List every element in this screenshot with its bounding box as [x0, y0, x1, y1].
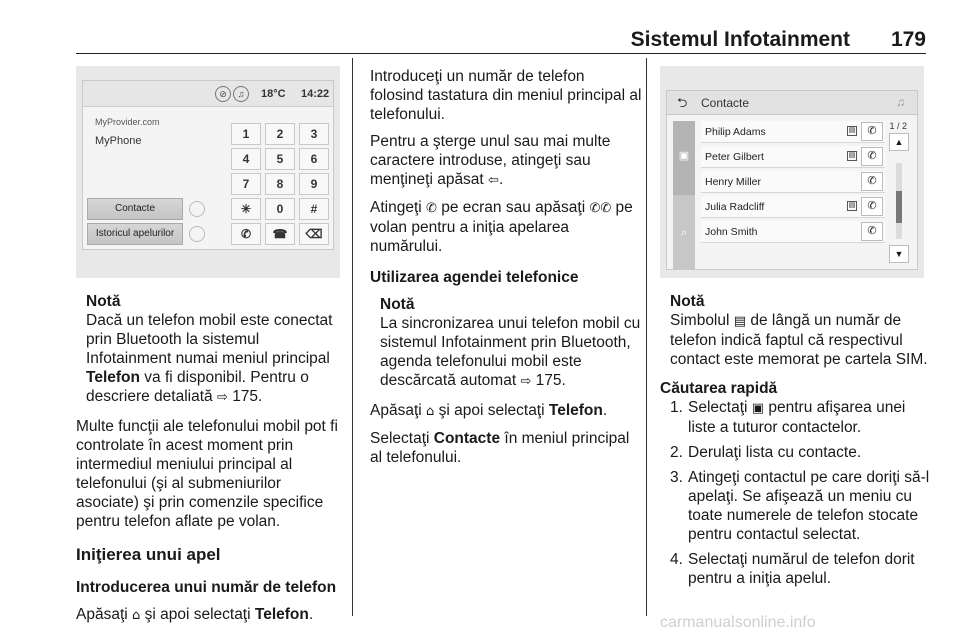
phone-name: MyPhone: [95, 135, 142, 147]
step-text: Derulaţi lista cu contacte.: [688, 444, 862, 461]
text-part: Selectaţi: [370, 430, 434, 447]
contacts-screen: [666, 90, 918, 270]
contact-list-icon[interactable]: ▣: [673, 121, 695, 195]
provider-label: MyProvider.com: [95, 117, 160, 127]
call-history-button[interactable]: Istoricul apelurilor: [87, 223, 183, 245]
text-part: .: [308, 606, 314, 623]
note-title: Notă: [86, 293, 121, 310]
page-ref-icon: ⇨: [520, 374, 532, 389]
text-part: şi apoi selectaţi: [140, 606, 255, 623]
call-icon[interactable]: ✆: [231, 223, 261, 245]
paragraph: [76, 605, 348, 625]
contact-row[interactable]: [701, 146, 885, 168]
contact-row[interactable]: [701, 196, 885, 218]
call-icon[interactable]: ✆: [861, 172, 883, 191]
note-title: Notă: [380, 296, 415, 313]
list-item: 4. Selectaţi numărul de telefon dorit pentru a iniţia apelul.: [670, 550, 930, 588]
contact-row[interactable]: [701, 221, 885, 243]
text-part: pe volan pentru a iniţia apelarea numărului.: [370, 199, 633, 255]
audio-source-icon: ♫: [233, 86, 249, 102]
text-part: Pentru a şterge unul sau mai multe caractere introduse, atingeţi sau menţineţi apăsat: [370, 133, 611, 188]
paragraph: [370, 429, 642, 467]
keypad-key[interactable]: 9: [299, 173, 329, 195]
phone-keypad-screenshot: [76, 66, 340, 278]
paragraph: [370, 132, 642, 190]
text-part: .: [498, 171, 504, 188]
note-text: [86, 311, 348, 407]
contacts-header: [667, 91, 917, 115]
text-part: şi apoi selectaţi: [434, 402, 549, 419]
column-1: [76, 292, 348, 633]
sim-icon: ▤: [848, 202, 856, 209]
contacts-screenshot: [660, 66, 924, 278]
text-part: Atingeţi: [370, 199, 427, 216]
call-icon[interactable]: ✆: [861, 222, 883, 241]
note-text-part: de lângă un număr de telefon indică faptul că respectivul contact este memorat pe cartela SIM.: [670, 312, 928, 368]
keypad-key[interactable]: 4: [231, 148, 261, 170]
text-part: .: [602, 402, 608, 419]
list-item: 3. Atingeţi contactul pe care doriţi să-l apelaţi. Se afişează un meniu cu toate numerele de telefon stocate pentru contactul selectat.: [670, 469, 930, 543]
keypad-key[interactable]: 0: [265, 198, 295, 220]
bold-term: Telefon: [254, 606, 309, 623]
mute-icon[interactable]: [189, 201, 205, 217]
page-number: 179: [890, 28, 926, 51]
text-part: Apăsaţi: [76, 606, 133, 623]
subsection-heading: Căutarea rapidă: [660, 380, 778, 397]
step-text: Selectaţi numărul de telefon dorit pentru a iniţia apelul.: [688, 551, 915, 587]
note-text-part: Dacă un telefon mobil este conectat prin Bluetooth la sistemul Infotainment numai meniul principal: [86, 312, 333, 367]
paragraph: [370, 401, 642, 421]
delete-icon[interactable]: ⌫: [299, 223, 329, 245]
text-part: pe ecran sau apăsaţi: [436, 199, 590, 216]
status-bar: [83, 81, 333, 107]
keypad-key[interactable]: 7: [231, 173, 261, 195]
page-reference: 175.: [535, 372, 566, 389]
call-icon[interactable]: ✆: [861, 122, 883, 141]
contact-name: John Smith: [705, 226, 758, 238]
contact-list-icon: ▣: [751, 401, 765, 416]
keypad-key[interactable]: ✳: [231, 198, 261, 220]
home-icon: ⌂: [426, 404, 435, 419]
note-box: [670, 292, 930, 369]
contact-name: Peter Gilbert: [705, 151, 764, 163]
steering-call-icon: ✆✆: [589, 201, 612, 216]
bold-term: Telefon: [548, 402, 603, 419]
sim-icon: ▤: [848, 127, 856, 134]
page-title: Sistemul Infotainment: [630, 28, 850, 51]
sim-icon: ▤: [733, 314, 747, 329]
subsection-heading: Utilizarea agendei telefonice: [370, 269, 579, 286]
scroll-down-button[interactable]: ▼: [889, 245, 909, 263]
note-text-part: Simbolul: [670, 312, 734, 329]
contact-name: Philip Adams: [705, 126, 766, 138]
contacts-side-tabs: [673, 121, 695, 269]
keypad-key[interactable]: 6: [299, 148, 329, 170]
hangup-icon[interactable]: ☎: [265, 223, 295, 245]
text-part: în meniul principal al telefonului.: [370, 430, 630, 466]
watermark: carmanualsonline.info: [660, 614, 816, 631]
clock: 14:22: [301, 88, 330, 100]
contacts-button[interactable]: Contacte: [87, 198, 183, 220]
paragraph: Multe funcţii ale telefonului mobil pot fi controlate în acest moment prin intermediul meniului principal al telefonului (şi al submeniurilor asociate) şi prin comenzile specifice pentru telefon aflate pe volan.: [76, 418, 338, 530]
list-item: 2. Derulaţi lista cu contacte.: [670, 444, 862, 461]
note-bold: Telefon: [86, 369, 140, 386]
column-divider: [352, 58, 353, 616]
bold-term: Contacte: [433, 430, 501, 447]
section-heading: Iniţierea unui apel: [76, 545, 221, 564]
keypad-key[interactable]: 2: [265, 123, 295, 145]
steps-list: [670, 398, 930, 588]
contact-row[interactable]: [701, 171, 885, 193]
sim-icon: ▤: [848, 152, 856, 159]
note-box: [76, 292, 348, 407]
page-indicator: 1 / 2: [889, 121, 907, 131]
contact-name: Julia Radcliff: [705, 201, 765, 213]
call-icon[interactable]: ✆: [861, 197, 883, 216]
paragraph: [370, 198, 642, 256]
page-header: [0, 0, 960, 60]
keypad-key[interactable]: #: [299, 198, 329, 220]
handsfree-icon[interactable]: [189, 226, 205, 242]
column-2: [370, 67, 642, 475]
note-text-part: La sincronizarea unui telefon mobil cu sistemul Infotainment prin Bluetooth, agenda telefonului mobil este descărcată automat: [380, 315, 641, 389]
paragraph: Introduceţi un număr de telefon folosind tastatura din meniul principal al telefonului.: [370, 68, 642, 123]
list-item: 1. Selectaţi ▣ pentru afişarea unei liste a tuturor contactelor.: [670, 398, 930, 437]
note-box: [370, 295, 642, 391]
call-icon: ✆: [426, 201, 437, 216]
note-text: [670, 311, 930, 369]
subsection-heading: Introducerea unui număr de telefon: [76, 579, 337, 596]
backspace-icon: ⇦: [488, 173, 499, 188]
note-text: [380, 314, 642, 391]
contacts-title: Contacte: [701, 96, 750, 110]
text-part: Apăsaţi: [370, 402, 427, 419]
temperature-readout: 18°C: [261, 88, 286, 100]
keypad-key[interactable]: 5: [265, 148, 295, 170]
call-icon[interactable]: ✆: [861, 147, 883, 166]
keypad-key[interactable]: 8: [265, 173, 295, 195]
column-divider: [646, 58, 647, 616]
step-text: [688, 398, 930, 437]
keypad-key[interactable]: 3: [299, 123, 329, 145]
home-icon: ⌂: [132, 608, 141, 623]
contact-name: Henry Miller: [705, 176, 762, 188]
phone-screen: [82, 80, 334, 250]
text-part: pentru afişarea unei liste a tuturor contactelor.: [688, 399, 906, 436]
header-rule: [76, 53, 926, 54]
page-ref-icon: ⇨: [216, 390, 228, 405]
contact-row[interactable]: [701, 121, 885, 143]
column-3: [660, 292, 930, 594]
scroll-up-button[interactable]: ▲: [889, 133, 909, 151]
phone-status-icon: ⊘: [215, 86, 231, 102]
step-text: Atingeţi contactul pe care doriţi să-l apelaţi. Se afişează un meniu cu toate numerele de telefon stocate pentru contactul selectat.: [688, 469, 930, 543]
music-icon[interactable]: ♫: [896, 95, 905, 109]
text-part: Selectaţi: [688, 399, 752, 416]
note-text-part: va fi disponibil. Pentru o descriere detaliată: [86, 369, 309, 405]
scrollbar-thumb[interactable]: [896, 191, 902, 223]
back-icon[interactable]: ⮌: [677, 95, 688, 110]
search-icon[interactable]: ⌕: [680, 227, 688, 239]
page-reference: 175.: [232, 388, 263, 405]
note-title: Notă: [670, 293, 705, 310]
keypad-key[interactable]: 1: [231, 123, 261, 145]
